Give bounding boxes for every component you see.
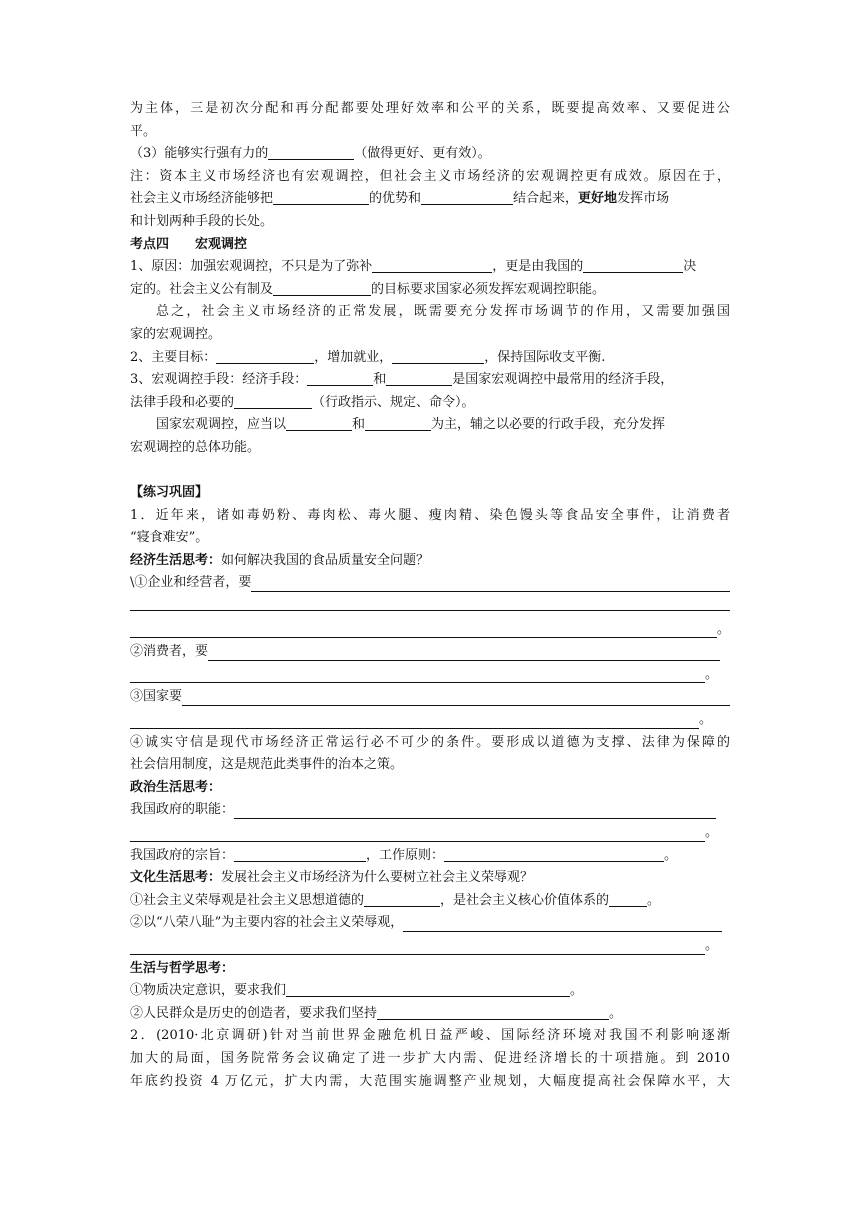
text-line: 加大的局面，国务院常务会议确定了进一步扩大内需、促进经济增长的十项措施。到 2010 bbox=[130, 1050, 730, 1066]
text-line: 注：资本主义市场经济也有宏观调控，但社会主义市场经济的宏观调控更有成效。原因在于， bbox=[130, 168, 730, 184]
text-line: 2．(2010·北京调研)针对当前世界金融危机日益严峻、国际经济环境对我国不利影响逐渐 bbox=[130, 1028, 730, 1044]
text-line: 我国政府的宗旨： ，工作原则： 。 bbox=[130, 847, 678, 863]
text-line: 平。 bbox=[130, 123, 157, 139]
text-line: 社会主义市场经济能够把 的优势和 结合起来，更好地发挥市场 bbox=[130, 191, 670, 207]
answer-line[interactable]: 。 bbox=[130, 822, 730, 845]
answer-line[interactable]: ②消费者，要 bbox=[130, 641, 730, 664]
section-heading: 【练习巩固】 bbox=[130, 485, 209, 501]
text-line: 经济生活思考：如何解决我国的食品质量安全问题？ bbox=[130, 552, 430, 568]
fill-blank[interactable] bbox=[392, 349, 484, 364]
answer-line[interactable] bbox=[130, 595, 730, 611]
fill-blank[interactable] bbox=[421, 190, 513, 205]
answer-line[interactable]: 我国政府的职能： bbox=[130, 799, 730, 822]
answer-line[interactable]: 。 bbox=[130, 664, 730, 687]
text-line: ②人民群众是历史的创造者，要求我们坚持 。 bbox=[130, 1005, 623, 1021]
fill-blank[interactable] bbox=[372, 258, 492, 273]
fill-blank[interactable] bbox=[273, 281, 371, 296]
text-line: 家的宏观调控。 bbox=[130, 326, 222, 342]
fill-blank[interactable] bbox=[609, 892, 647, 907]
text-line: ①物质决定意识，要求我们 。 bbox=[130, 983, 584, 999]
text-line: 3、宏观调控手段：经济手段： 和 是国家宏观调控中最常用的经济手段， bbox=[130, 372, 674, 388]
text-line: 1．近年来，诸如毒奶粉、毒肉松、毒火腿、瘦肉精、染色馒头等食品安全事件，让消费者 bbox=[130, 507, 730, 523]
section-heading: 生活与哲学思考： bbox=[130, 960, 235, 976]
text-line: 宏观调控的总体功能。 bbox=[130, 439, 261, 455]
text-line: 法律手段和必要的 （行政指示、规定、命令）。 bbox=[130, 394, 475, 410]
fill-blank[interactable] bbox=[286, 982, 570, 997]
answer-line[interactable]: 。 bbox=[130, 935, 730, 958]
fill-blank[interactable] bbox=[365, 416, 431, 431]
text-line: 为主体，三是初次分配和再分配都要处理好效率和公平的关系，既要提高效率、又要促进公 bbox=[130, 101, 730, 116]
section-heading: 政治生活思考： bbox=[130, 779, 222, 795]
fill-blank[interactable] bbox=[268, 145, 354, 160]
fill-blank[interactable] bbox=[377, 1005, 609, 1020]
text-line: ①社会主义荣辱观是社会主义思想道德的 ，是社会主义核心价值体系的 。 bbox=[130, 892, 661, 908]
fill-blank[interactable] bbox=[286, 416, 352, 431]
text-line: 总之，社会主义市场经济的正常发展，既需要充分发挥市场调节的作用，又需要加强国 bbox=[156, 304, 730, 320]
text-line: 国家宏观调控，应当以 和 为主，辅之以必要的行政手段，充分发挥 bbox=[156, 417, 666, 433]
text-line: （3）能够实行强有力的 （做得更好、更有效）。 bbox=[130, 146, 491, 162]
fill-blank[interactable] bbox=[444, 847, 664, 862]
text-line: 和计划两种手段的长处。 bbox=[130, 213, 274, 229]
text-line: 社会信用制度，这是规范此类事件的治本之策。 bbox=[130, 757, 404, 773]
fill-blank[interactable] bbox=[216, 349, 314, 364]
answer-line[interactable]: ③国家要 bbox=[130, 686, 730, 709]
text-line: 2、主要目标： ，增加就业， ，保持国际收支平衡. bbox=[130, 349, 606, 365]
text-line: “寝食难安”。 bbox=[130, 530, 209, 546]
fill-blank[interactable] bbox=[386, 371, 452, 386]
answer-line[interactable]: \①企业和经营者，要 bbox=[130, 572, 730, 595]
fill-blank[interactable] bbox=[234, 394, 312, 409]
text-line: 文化生活思考：发展社会主义市场经济为什么要树立社会主义荣辱观？ bbox=[130, 870, 534, 886]
fill-blank[interactable] bbox=[364, 892, 440, 907]
text-line: 定的。社会主义公有制及 的目标要求国家必须发挥宏观调控职能。 bbox=[130, 281, 606, 297]
answer-line[interactable]: 。 bbox=[130, 709, 730, 732]
answer-line[interactable]: 。 bbox=[130, 619, 730, 642]
text-line: 年底约投资 4 万亿元，扩大内需，大范围实施调整产业规划，大幅度提高社会保障水平，大 bbox=[130, 1073, 730, 1089]
text-line: ④诚实守信是现代市场经济正常运行必不可少的条件。要形成以道德为支撑、法律为保障的 bbox=[130, 734, 730, 750]
answer-line[interactable]: ②以“八荣八耻”为主要内容的社会主义荣辱观， bbox=[130, 912, 730, 935]
fill-blank[interactable] bbox=[307, 371, 373, 386]
text-line: 1、原因：加强宏观调控，不只是为了弥补 ，更是由我国的 决 bbox=[130, 259, 697, 275]
worksheet-page bbox=[130, 98, 730, 1093]
fill-blank[interactable] bbox=[234, 847, 366, 862]
fill-blank[interactable] bbox=[583, 258, 683, 273]
fill-blank[interactable] bbox=[273, 190, 369, 205]
section-heading: 考点四 宏观调控 bbox=[130, 236, 248, 252]
